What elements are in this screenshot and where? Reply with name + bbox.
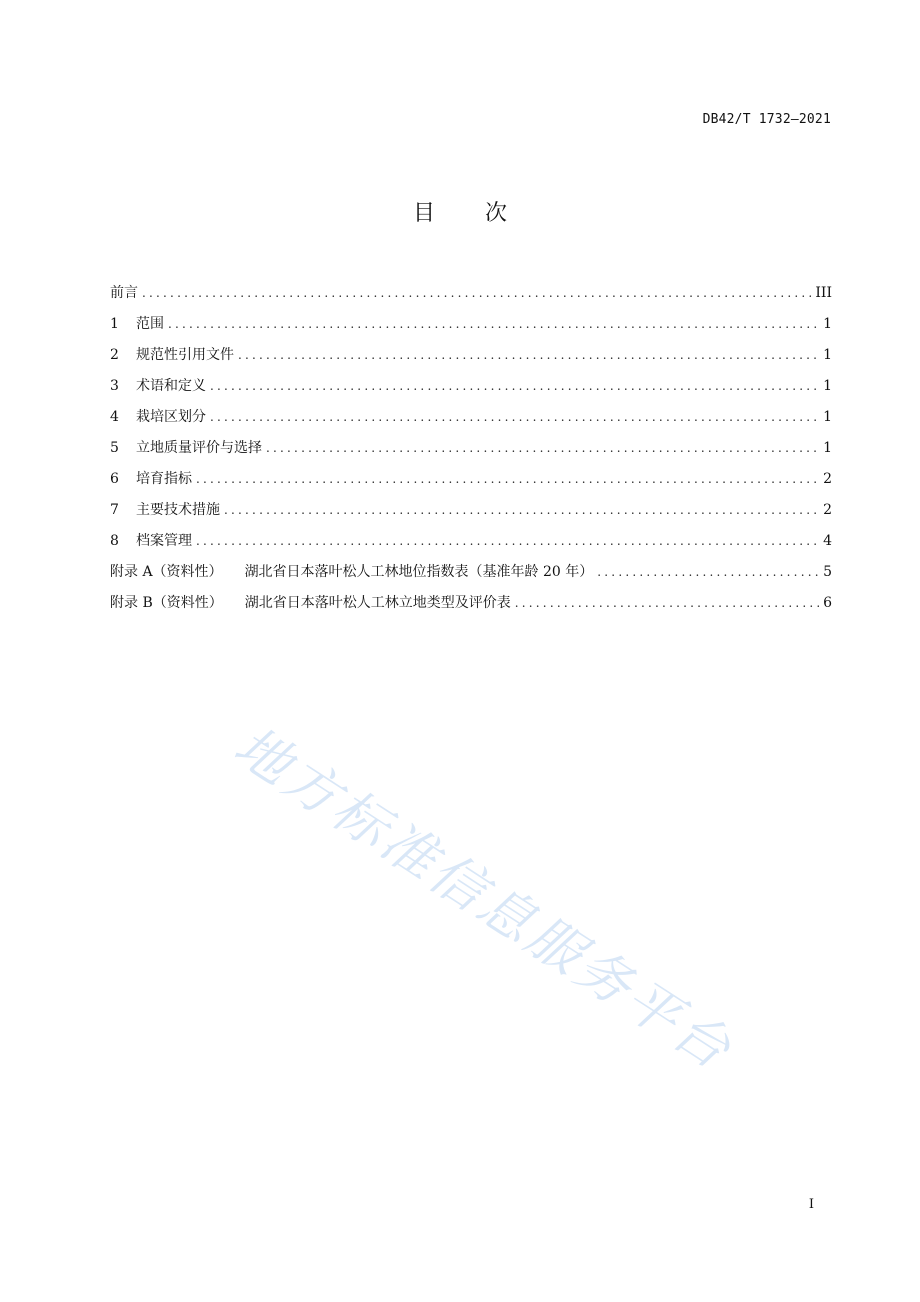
toc-entry-number: 2: [110, 347, 119, 363]
toc-entry-number: 6: [110, 471, 119, 487]
toc-entry-6[interactable]: [110, 464, 832, 495]
toc-entry-page: 1: [823, 378, 832, 394]
toc-entry-7[interactable]: [110, 495, 832, 526]
toc-entry-3[interactable]: [110, 371, 832, 402]
toc-entry-label: 栽培区划分: [136, 409, 206, 425]
toc-entry-1[interactable]: [110, 309, 832, 340]
toc-entry-label: 范围: [136, 316, 164, 332]
toc-entry-page: 4: [823, 533, 832, 549]
toc-leader-dots: [266, 433, 819, 464]
watermark-text: 地方标准信息服务平台: [223, 713, 745, 1083]
appendix-title: 湖北省日本落叶松人工林地位指数表（基准年龄 20 年）: [244, 564, 594, 580]
toc-entry-foreword[interactable]: [110, 278, 832, 309]
toc-entry-page: 1: [823, 440, 832, 456]
toc-leader-dots: [238, 340, 819, 371]
toc-entry-page: 1: [823, 316, 832, 332]
toc-entry-2[interactable]: [110, 340, 832, 371]
toc-leader-dots: [210, 402, 819, 433]
toc-entry-label: [110, 557, 593, 588]
toc-entry-page: 2: [823, 502, 832, 518]
toc-title-part2: 次: [485, 201, 508, 226]
toc-entry-number: 1: [110, 316, 119, 332]
toc-leader-dots: [515, 588, 819, 619]
toc-leader-dots: [168, 309, 819, 340]
toc-entry-page: 2: [823, 471, 832, 487]
toc-leader-dots: [597, 557, 819, 588]
toc-entry-4[interactable]: [110, 402, 832, 433]
toc-entry-label: [110, 588, 511, 619]
toc-entry-label: 术语和定义: [136, 378, 206, 394]
toc-leader-dots: [142, 278, 811, 309]
toc-entry-number: 3: [110, 378, 119, 394]
toc-entry-appendix-a[interactable]: [110, 557, 832, 588]
toc-entry-label: 前言: [110, 285, 138, 301]
toc-entry-page: 1: [823, 347, 832, 363]
toc-title-part1: 目: [412, 201, 435, 226]
toc-entry-page: III: [815, 285, 832, 301]
table-of-contents: [110, 278, 832, 619]
toc-entry-number: 4: [110, 409, 119, 425]
toc-entry-number: 5: [110, 440, 119, 456]
appendix-title: 湖北省日本落叶松人工林立地类型及评价表: [244, 595, 511, 611]
toc-leader-dots: [196, 526, 819, 557]
toc-entry-page: 6: [823, 595, 832, 611]
toc-entry-5[interactable]: [110, 433, 832, 464]
toc-entry-8[interactable]: [110, 526, 832, 557]
appendix-prefix: 附录 A（资料性）: [110, 564, 223, 580]
toc-entry-label: 培育指标: [136, 471, 192, 487]
document-code: DB42/T 1732—2021: [702, 112, 831, 127]
page-number: I: [808, 1197, 814, 1212]
toc-entry-page: 5: [823, 564, 832, 580]
toc-title: [0, 196, 920, 227]
toc-entry-page: 1: [823, 409, 832, 425]
toc-entry-label: 立地质量评价与选择: [136, 440, 262, 456]
toc-entry-number: 8: [110, 533, 119, 549]
appendix-prefix: 附录 B（资料性）: [110, 595, 223, 611]
toc-entry-label: 主要技术措施: [136, 502, 220, 518]
toc-leader-dots: [224, 495, 819, 526]
toc-entry-number: 7: [110, 502, 119, 518]
toc-entry-label: 档案管理: [136, 533, 192, 549]
toc-leader-dots: [210, 371, 819, 402]
toc-leader-dots: [196, 464, 819, 495]
toc-entry-appendix-b[interactable]: [110, 588, 832, 619]
toc-entry-label: 规范性引用文件: [136, 347, 234, 363]
